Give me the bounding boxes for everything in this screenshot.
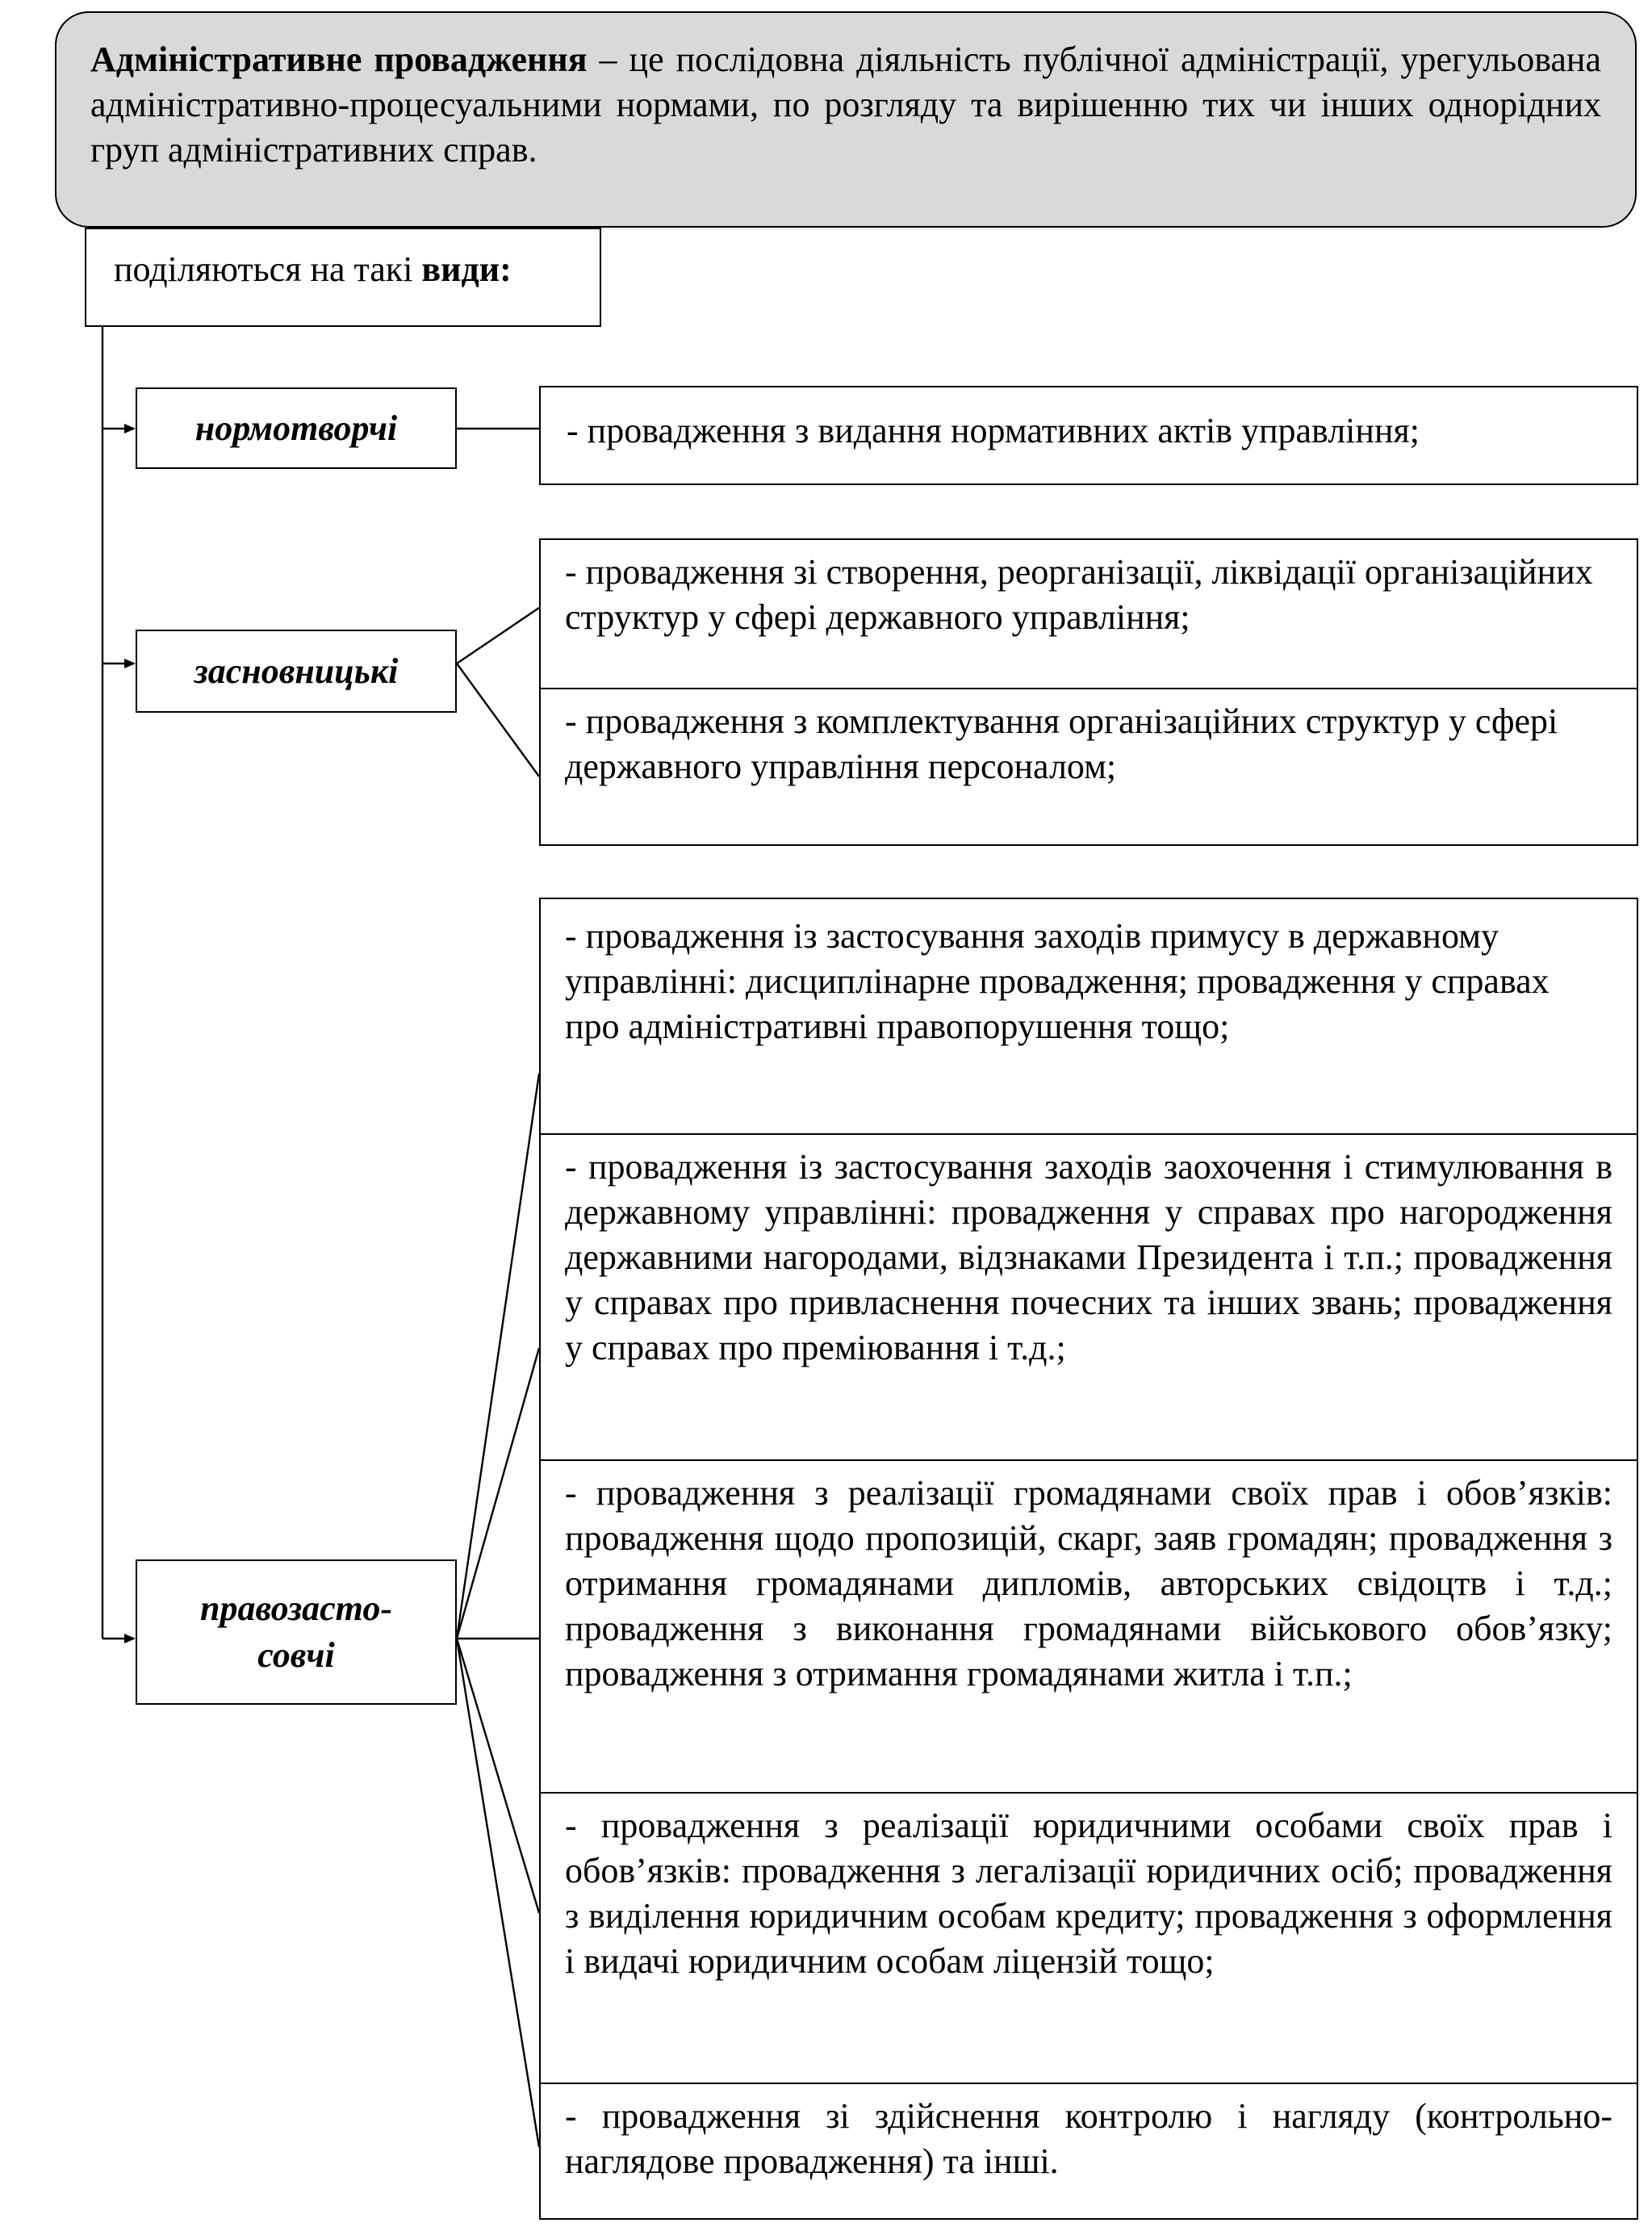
- link-zasnovnytski-item1: [457, 608, 539, 663]
- link-pravo-item1: [457, 1074, 539, 1639]
- definition-box: [55, 11, 1637, 228]
- zasnovnytski-items-box: [539, 538, 1638, 846]
- pravo-item-1: - провадження із застосування заходів примусу в державному управлінні: дисциплінарне провадження; провадження у справах про адміністративні правопорушення тощо;: [565, 916, 1550, 1046]
- category-zasnovnytski: [136, 630, 457, 713]
- category-label-line2: совчі: [257, 1635, 335, 1675]
- normotvorchi-item-box: [539, 386, 1638, 485]
- pravo-item-5: - провадження зі здійснення контролю і нагляду (контрольно-наглядове провадження) та інші.: [541, 2083, 1637, 2221]
- link-pravo-item4: [457, 1639, 539, 1913]
- zasnovnytski-item-2: - провадження з комплектування організаційних структур у сфері державного управління персоналом;: [541, 688, 1637, 848]
- pravozastosovchi-items-box: [539, 898, 1638, 2220]
- category-label-line1: правозасто-: [200, 1589, 392, 1628]
- definition-text: – це послідовна діяльність публічної адміністрації, урегульована адміністративно-процесуальними нормами, по розгляду та вирішенню тих чи інших однорідних груп адміністративних справ.: [90, 40, 1601, 170]
- link-pravo-item5: [457, 1639, 539, 2147]
- link-zasnovnytski-item2: [457, 663, 539, 777]
- category-normotvorchi: [136, 387, 457, 469]
- types-intro-keyword: види:: [421, 249, 512, 289]
- pravo-item-4: - провадження з реалізації юридичними особами своїх прав і обов’язків: провадження з легалізації юридичних осіб; провадження з виділення юридичним особам кредиту; провадження з оформлення і видачі юридичним особам ліцензій тощо;: [541, 1792, 1637, 2083]
- pravo-item-2: - провадження із застосування заходів заохочення і стимулювання в державному управлінні: провадження у справах про нагородження державними нагородами, відзнаками Президента і т.п.; провадження у справах про привласнення почесних та інших звань; провадження у справах про преміювання і т.д.;: [541, 1133, 1637, 1459]
- category-pravozastosovchi: [136, 1559, 457, 1705]
- types-intro-box: [85, 228, 601, 327]
- category-label: засновницькі: [194, 651, 399, 691]
- zasnovnytski-item-1: - провадження зі створення, реорганізації, ліквідації організаційних структур у сфері державного управління;: [565, 552, 1593, 637]
- definition-term: Адміністративне провадження: [90, 40, 588, 79]
- types-intro-text: поділяються на такі: [114, 249, 422, 289]
- category-label: нормотворчі: [194, 408, 398, 448]
- pravo-item-3: - провадження з реалізації громадянами своїх прав і обов’язків: провадження щодо пропозицій, скарг, заяв громадян; провадження з отримання громадянами дипломів, авторських свідоцтв і т.д.; провадження з виконання громадянами військового обов’язку; провадження з отримання громадянами житла і т.п.;: [541, 1459, 1637, 1792]
- link-pravo-item2: [457, 1348, 539, 1639]
- normotvorchi-item-1: - провадження з видання нормативних актів управління;: [567, 411, 1420, 450]
